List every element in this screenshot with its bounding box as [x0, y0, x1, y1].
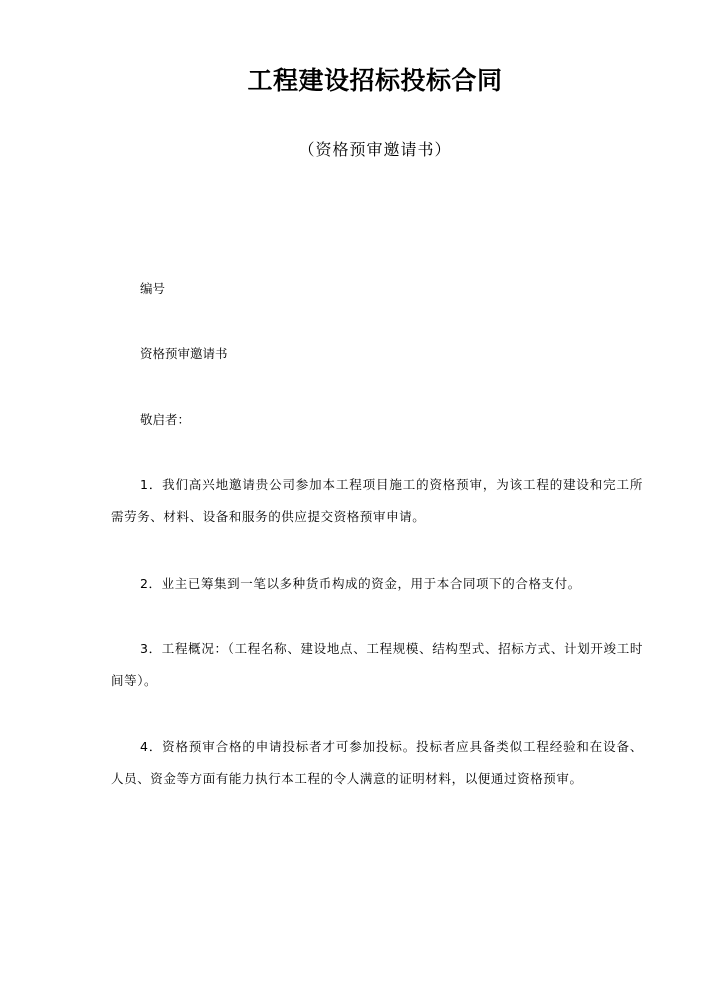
- paragraph-1: 1．我们高兴地邀请贵公司参加本工程项目施工的资格预审，为该工程的建设和完工所需劳务、材料、设备和服务的供应提交资格预审申请。: [111, 477, 643, 524]
- section-heading: 资格预审邀请书: [140, 346, 228, 361]
- paragraph-4: 4．资格预审合格的申请投标者才可参加投标。投标者应具备类似工程经验和在设备、人员、资金等方面有能力执行本工程的令人满意的证明材料，以便通过资格预审。: [111, 739, 643, 786]
- number-label: 编号: [140, 281, 166, 296]
- document-title: 工程建设招标投标合同: [247, 66, 503, 95]
- paragraph-2: 2．业主已筹集到一笔以多种货币构成的资金，用于本合同项下的合格支付。: [140, 576, 581, 591]
- paragraph-3: 3．工程概况：（工程名称、建设地点、工程规模、结构型式、招标方式、计划开竣工时间等）。: [111, 641, 643, 688]
- document-subtitle: （资格预审邀请书）: [298, 140, 452, 159]
- salutation: 敬启者：: [140, 412, 191, 427]
